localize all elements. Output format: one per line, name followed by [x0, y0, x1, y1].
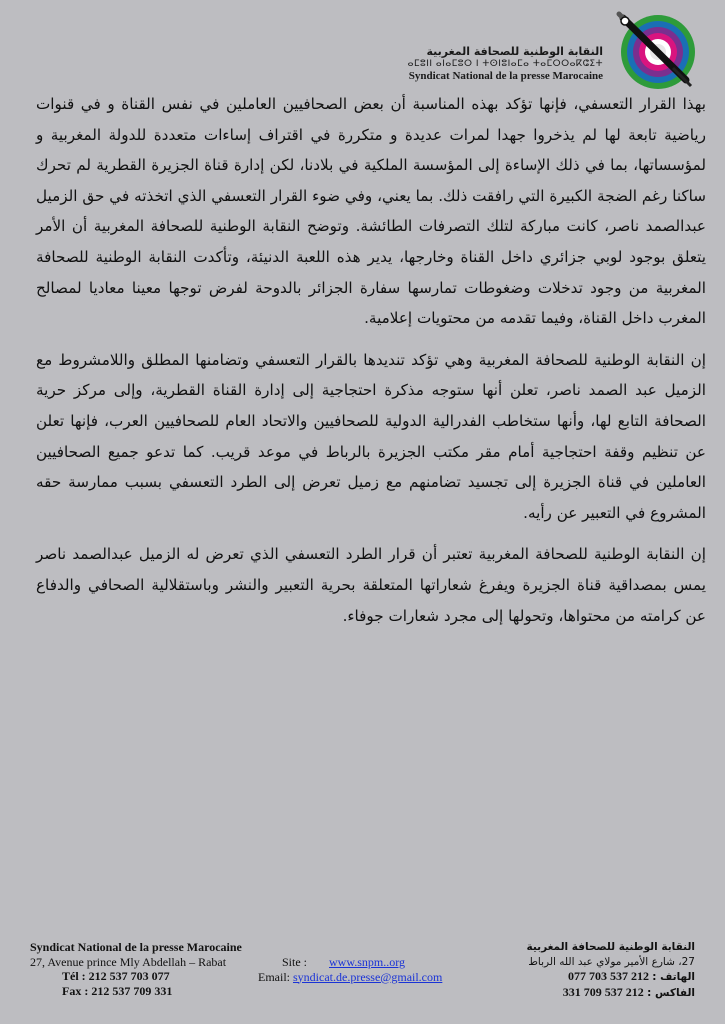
footer-web-contact [258, 955, 498, 984]
letter-body [36, 89, 706, 631]
body-paragraph: إن النقابة الوطنية للصحافة المغربية تعتبر أن قرار الطرد التعسفي الذي تعرض له الزميل عبدالصمد ناصر يمس بمصداقية قناة الجزيرة ويفرغ شعاراتها المتعلقة بحرية التعبير والنشر وباستقلالية الصحافي والدفاع عن كرامته من محتواها، وتحولها إلى مجرد شعارات جوفاء. [36, 545, 706, 625]
footer-fax: Fax : 212 537 709 331 [62, 983, 173, 998]
snpm-logo-icon [611, 8, 703, 90]
footer-org-name-arabic: النقابة الوطنية للصحافة المغربية [526, 941, 695, 953]
tel-value-arabic: 212 537 703 077 [567, 969, 649, 983]
org-name-french: Syndicat National de la presse Marocaine [408, 70, 603, 82]
tel-label-arabic: الهاتف : [652, 971, 695, 983]
fax-label-arabic: الفاكس : [647, 986, 695, 999]
email-link[interactable]: syndicat.de.presse@gmail.com [293, 969, 443, 984]
site-link[interactable]: www.snpm..org [329, 955, 406, 969]
body-paragraph: بهذا القرار التعسفي، فإنها تؤكد بهذه المناسبة أن بعض الصحافيين العاملين في نفس القناة و في قنوات رياضية تابعة لها لم يذخروا جهدا لمرات عديدة و متكررة في اقتراف إساءات متعددة للدولة المغربية و لمؤسساتها، بما في ذلك الإساءة إلى المؤسسة الملكية في بلادنا، لكن إدارة قناة الجزيرة القطرية لم تحرك ساكنا رغم الضجة الكبيرة التي رافقت ذلك. بما يعني، وفي ضوء القرار التعسفي الذي اتخذته في حق الزميل عبدالصمد ناصر، كانت مباركة لتلك التصرفات الطائشة. وتوضح النقابة الوطنية للصحافة المغربية أن الأمر يتعلق بوجود لوبي جزائري داخل القناة وخارجها، يدير هذه اللعبة الدنيئة، وتأكدت النقابة الوطنية للصحافة المغربية من وجود تدخلات وضغوطات تمارسها سفارة الجزائر بالدوحة لفرض توجها معينا معاديا لمصالح المغرب داخل القناة، وفيما تقدمه من محتويات إعلامية. [36, 95, 706, 328]
footer-arabic-contact [465, 940, 695, 1000]
fax-value-arabic: 212 537 709 331 [562, 984, 644, 999]
org-name-block [363, 46, 603, 83]
footer-tel: Tél : 212 537 703 077 [62, 969, 170, 983]
body-paragraph: إن النقابة الوطنية للصحافة المغربية وهي تؤكد تنديدها بالقرار التعسفي وتضامنها المطلق واللامشروط مع الزميل عبد الصمد ناصر، تعلن أنها ستوجه مذكرة احتجاجية إلى إدارة القناة القطرية، وإلى مركز حرية الصحافة التابع لها، وأنها ستخاطب الفدرالية الدولية للصحافيين والاتحاد العام للصحافيين العرب، فإنها تعلن عن تنظيم وقفة احتجاجية أمام مقر مكتب الجزيرة بالرباط في موعد قريب. كما تدعو جميع الصحافيين العاملين في قناة الجزيرة إلى تجسيد تضامنهم مع زميل تعرض إلى الطرد التعسفي بسبب ممارسة حقه المشروع في التعبير عن رأيه. [36, 350, 706, 522]
letter-footer [0, 940, 725, 1010]
footer-address-arabic: 27، شارع الأمير مولاي عبد الله الرباط [528, 955, 695, 968]
org-name-arabic: النقابة الوطنية للصحافة المغربية [426, 45, 603, 58]
site-label: Site : [282, 955, 308, 969]
email-label: Email: [258, 969, 290, 984]
footer-org-name: Syndicat National de la presse Marocaine [30, 940, 242, 954]
org-name-tifinagh: ⴰⵎⵓⵏⵏ ⴰⵏⴰⵎⵓⵔ ⵏ ⵜⵙⵏⵓⵏⴰⵎⴰ ⵜⴰⵎⵔⵔⴰⴽⵛⵉⵜ [407, 59, 603, 69]
footer-address: 27, Avenue prince Mly Abdellah – Rabat [30, 954, 227, 969]
letterhead [363, 8, 703, 92]
footer-french-contact [30, 940, 260, 998]
